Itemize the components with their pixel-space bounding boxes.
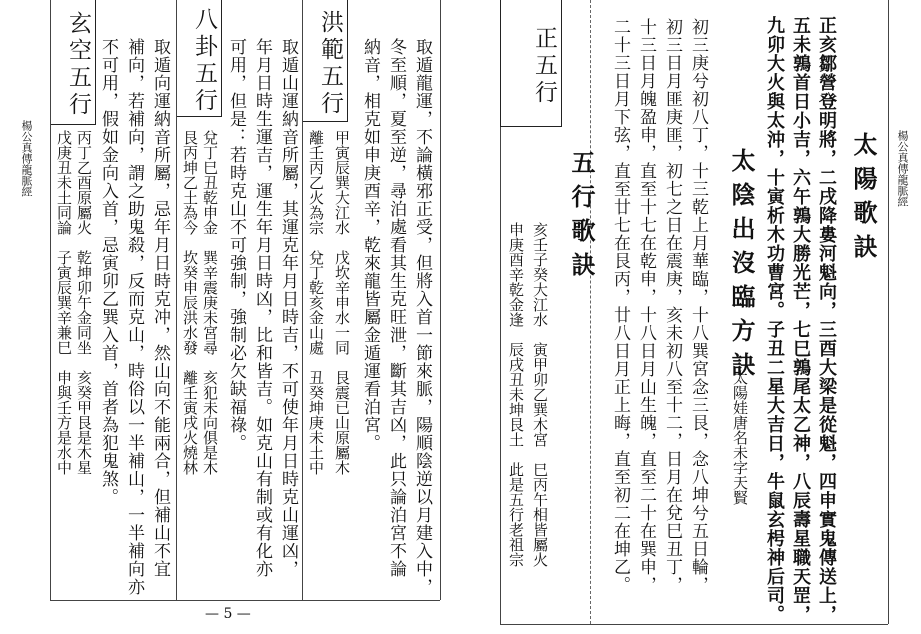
rule (302, 0, 303, 600)
text-column: 取遁山運納音所屬，其運克年月日時吉，不可使年月日時克山運凶， (278, 38, 298, 578)
text-column: 納音，相克如申庚酉辛，乾來龍皆屬金遁運看泊宮。 (360, 38, 380, 452)
rule (888, 0, 889, 624)
verse-column: 申庚酉辛乾金逢 辰戌丑未坤艮土 此是五行老祖宗 (507, 222, 525, 567)
sun-verse-title: 太陽歌訣 (849, 132, 878, 268)
heading-xuankong: 玄空五行 (50, 0, 96, 125)
rule (440, 0, 441, 600)
page-number: — 5 — (205, 606, 251, 622)
rule (50, 600, 440, 601)
rule (50, 0, 51, 600)
verse-column: 五未鶉首日小吉，六午鶉大勝光芒，七巳鶉尾太乙神，八辰壽星職天罡， (790, 16, 811, 624)
left-margin-label: 楊公真傳龍脈經 (20, 120, 33, 197)
heading-bagua: 八卦五行 (176, 0, 222, 117)
text-column: 不可用，假如金向入首，忌寅卯乙巽入首，首者為犯鬼煞。 (98, 38, 118, 506)
verse-column: 離壬丙乙火為宗 兌丁乾亥金山處 丑癸坤庚未土中 (307, 130, 325, 475)
moon-verse-title: 太陰出沒臨方訣 (727, 148, 756, 386)
verse-column: 十三日月魄盈申，直至十七在乾申，十八日月山生魄，直至二十在巽申， (636, 18, 656, 594)
gutter (450, 0, 478, 634)
verse-column: 二十三日月下弦，直至廿七在艮丙，廿八日月正上晦，直至初二在坤乙。 (610, 18, 630, 594)
left-page (0, 0, 450, 634)
text-column: 可用，但是：若時克山不可強制，強制必欠缺福祿。 (226, 38, 246, 452)
verse-column: 戊庚丑未土同論 子寅辰巽辛兼巳 申與壬方是水中 (55, 130, 73, 475)
right-margin-label: 楊公真傳龍脈經 (896, 130, 909, 207)
text-column: 取遁龍運，不論橫邪正受，但將入首一節來脈，陽順陰逆以月建入中， (412, 38, 432, 596)
verse-column: 甲寅辰巽大江水 戊坎辛申水一同 艮震已山原屬木 (333, 130, 351, 475)
text-column: 取遁向運納音所屬，忌年月日時克冲，然山向不能兩合，但補山不宜 (150, 38, 170, 578)
heading-hongfan: 洪範五行 (302, 0, 348, 122)
rule (590, 0, 591, 624)
verse-column: 丙丁乙酉原屬火 乾坤卯午金同坐 亥癸甲艮是木星 (75, 130, 93, 475)
text-column: 年月日時生運吉，運生年月日時凶，比和皆吉。如克山有制或有化亦 (252, 38, 272, 578)
verse-column: 艮丙坤乙土為今 坎癸申辰洪水發 離壬寅戌火燒林 (181, 130, 199, 475)
moon-author: 太陽娃唐名未字天賢 (731, 370, 749, 505)
text-column: 冬至順，夏至逆，尋泊處看其生克旺泄，斷其吉凶，此只論泊宮不論 (386, 38, 406, 578)
rule (500, 624, 888, 625)
heading-zheng-wuxing: 正五行 (500, 0, 562, 127)
verse-column: 兌丁巳丑乾申金 巽辛震庚未宮尋 亥犯未向俱是木 (201, 130, 219, 475)
verse-column: 初三庚兮初八丁，十三乾上月華臨，十八巽宮念三艮，念八坤兮五日輪， (688, 18, 708, 594)
five-elements-title: 五行歌訣 (567, 150, 596, 286)
verse-column: 亥壬子癸大江水 寅甲卯乙巽木宮 巳丙午相皆屬火 (531, 222, 549, 567)
verse-column: 九卯大火與太沖，十寅析木功曹宮。子丑二星大吉日，牛鼠玄枵神后司。 (764, 16, 785, 624)
verse-column: 正亥鄒營登明將，二戌降婁河魁向，三酉大梁是從魁，四申實鬼傳送上， (816, 16, 837, 624)
rule (176, 0, 177, 600)
verse-column: 初三日月匪庚匪，初七之日在震庚，亥未初八至十二，日月在兌巳丑丁， (662, 18, 682, 594)
right-page (478, 0, 921, 634)
text-column: 補向，若補向，謂之助鬼殺，反而克山，時俗以一半補山，一半補向亦 (124, 38, 144, 596)
